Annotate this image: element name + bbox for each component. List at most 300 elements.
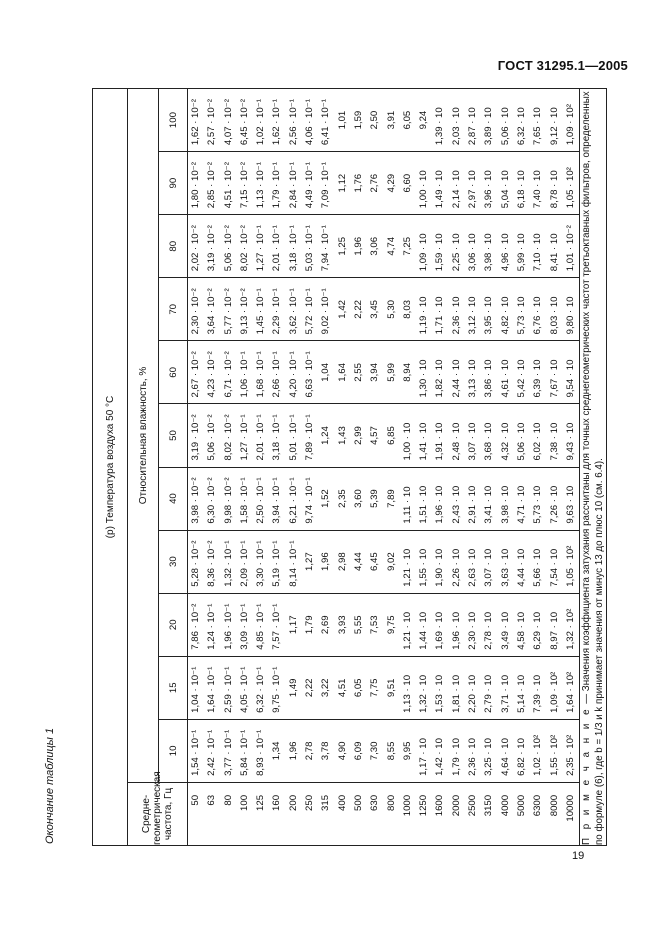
table-cell: 1,21 · 10	[401, 611, 413, 650]
table-cell: 6,32 · 10⁻¹	[255, 666, 267, 713]
value-list	[188, 720, 579, 782]
table-cell: 1,76	[352, 173, 364, 193]
table-cell: 2,26 · 10	[450, 548, 462, 587]
table-cell: 8,94	[401, 363, 413, 382]
table-cell: 1,05 · 10²	[564, 167, 576, 209]
table-body-row	[188, 89, 580, 846]
frequency-cell	[188, 782, 580, 845]
table-cell: 1,09 · 10²	[564, 104, 576, 146]
table-cell: 2,01 · 10⁻¹	[271, 225, 283, 272]
table-cell: 1,06 · 10⁻¹	[238, 351, 250, 398]
table-cell: 2,36 · 10	[450, 296, 462, 335]
table-cell: 4,49 · 10⁻¹	[304, 162, 316, 209]
value-list	[188, 152, 579, 214]
table-cell: 1,69 · 10	[434, 611, 446, 650]
table-cell: 1,44 · 10	[418, 611, 430, 650]
humidity-header-20: 20	[159, 593, 188, 656]
table-cell: 3,91	[385, 110, 397, 130]
table-cell: 2,78 · 10	[483, 611, 495, 650]
table-cell: 4,71 · 10	[515, 485, 527, 524]
table-cell: 2,35 · 10²	[564, 734, 576, 776]
table-cell: 4,90	[336, 741, 348, 761]
table-cell: 7,89	[385, 489, 397, 508]
table-cell: 4,57	[369, 426, 381, 445]
table-note	[580, 89, 607, 846]
table-title: (р) Температура воздуха 50 °С	[93, 89, 128, 846]
table-cell: 1,62 · 10⁻¹	[271, 99, 283, 146]
table-cell: 1,49 · 10	[434, 170, 446, 209]
table-cell: 2,02 · 10⁻²	[190, 225, 201, 272]
table-cell: 2,63 · 10	[467, 548, 479, 587]
table-cell: 1,53 · 10	[434, 674, 446, 713]
table-cell: 6,71 · 10⁻²	[222, 351, 234, 398]
table-cell: 3,60	[352, 489, 364, 508]
table-cell: 7,30	[369, 741, 381, 761]
frequency-value: 80	[222, 794, 234, 806]
table-cell: 1,81 · 10	[450, 674, 462, 713]
table-cell: 1,19 · 10	[418, 296, 430, 335]
humidity-column-30	[188, 530, 580, 593]
attenuation-table	[92, 88, 607, 846]
table-cell: 6,32 · 10	[515, 107, 527, 146]
table-cell: 1,25	[336, 236, 348, 256]
table-cell: 5,55	[352, 615, 364, 635]
table-cell: 7,89 · 10⁻¹	[304, 414, 316, 461]
table-cell: 1,64 · 10⁻¹	[206, 666, 218, 713]
table-cell: 9,54 · 10	[564, 359, 576, 398]
table-cell: 5,77 · 10⁻²	[222, 288, 234, 335]
table-cell: 9,24	[418, 110, 430, 130]
table-cell: 6,41 · 10⁻¹	[320, 99, 332, 146]
table-cell: 9,95	[401, 741, 413, 761]
table-cell: 4,85 · 10⁻¹	[255, 603, 267, 650]
table-cell: 8,93 · 10⁻¹	[255, 729, 267, 776]
table-cell: 3,22	[320, 678, 332, 698]
frequency-value: 100	[238, 794, 250, 811]
table-cell: 6,21 · 10⁻¹	[287, 477, 299, 524]
table-cell: 6,45	[369, 552, 381, 571]
table-cell: 4,82 · 10	[499, 296, 511, 335]
table-cell: 2,30 · 10	[467, 611, 479, 650]
table-cell: 7,75	[369, 678, 381, 698]
table-cell: 9,63 · 10	[564, 485, 576, 524]
humidity-column-60	[188, 341, 580, 404]
table-cell: 2,76	[369, 173, 381, 193]
table-cell: 4,51	[336, 678, 348, 698]
table-cell: 1,27 · 10⁻¹	[255, 225, 267, 272]
table-cell: 1,17 · 10	[418, 738, 430, 776]
table-cell: 5,99	[385, 363, 397, 382]
frequency-value: 400	[336, 794, 348, 811]
frequency-value: 1600	[434, 794, 446, 817]
table-cell: 1,96 · 10⁻¹	[222, 603, 234, 650]
table-cell: 4,51 · 10⁻²	[222, 162, 234, 209]
table-cell: 6,60	[401, 173, 413, 193]
table-cell: 5,84 · 10⁻¹	[238, 729, 250, 776]
frequency-value: 500	[352, 794, 364, 811]
frequency-value: 8000	[548, 794, 560, 817]
frequency-value: 125	[255, 794, 267, 811]
table-cell: 8,02 · 10⁻²	[238, 225, 250, 272]
table-cell: 3,18 · 10⁻¹	[271, 414, 283, 461]
frequency-list	[188, 783, 579, 845]
frequency-value: 1000	[401, 794, 413, 817]
table-cell: 7,26 · 10	[548, 485, 560, 524]
frequency-value: 1250	[418, 794, 430, 817]
table-cell: 1,30 · 10	[418, 359, 430, 398]
table-cell: 1,96	[352, 236, 364, 256]
table-cell: 1,02 · 10⁻¹	[255, 99, 267, 146]
table-cell: 5,06 · 10⁻²	[222, 225, 234, 272]
value-list	[188, 594, 579, 656]
table-cell: 5,39	[369, 489, 381, 508]
value-list	[188, 404, 579, 466]
table-cell: 6,85	[385, 426, 397, 445]
table-cell: 8,78 · 10	[548, 170, 560, 209]
table-cell: 5,99 · 10	[515, 233, 527, 272]
table-cell: 7,94 · 10⁻¹	[320, 225, 332, 272]
table-cell: 1,39 · 10	[434, 107, 446, 146]
table-cell: 1,79 · 10⁻¹	[271, 162, 283, 209]
table-cell: 6,63 · 10⁻¹	[304, 351, 316, 398]
table-cell: 7,86 · 10⁻²	[190, 603, 201, 650]
table-cell: 1,96 · 10	[434, 485, 446, 524]
table-cell: 1,13 · 10	[401, 674, 413, 713]
table-cell: 5,06 · 10	[499, 107, 511, 146]
humidity-header-100: 100	[159, 89, 188, 152]
table-cell: 1,09 · 10²	[548, 671, 560, 713]
table-cell: 2,87 · 10	[467, 107, 479, 146]
table-cell: 2,50	[369, 110, 381, 130]
table-cell: 6,05	[401, 110, 413, 130]
table-cell: 1,12	[336, 173, 348, 193]
table-cell: 3,71 · 10	[499, 674, 511, 713]
table-cell: 3,96 · 10	[483, 170, 495, 209]
table-cell: 5,42 · 10	[515, 359, 527, 398]
table-cell: 3,49 · 10	[499, 611, 511, 650]
table-cell: 3,19 · 10⁻²	[206, 225, 218, 272]
table-cell: 2,55	[352, 363, 364, 382]
table-cell: 7,10 · 10	[532, 233, 544, 272]
table-cell: 1,55 · 10	[418, 548, 430, 587]
table-cell: 4,58 · 10	[515, 611, 527, 650]
frequency-value: 250	[304, 794, 316, 811]
table-cell: 2,22	[304, 678, 316, 698]
table-cell: 8,02 · 10⁻²	[222, 414, 234, 461]
table-cell: 9,12 · 10	[548, 107, 560, 146]
table-cell: 2,36 · 10	[467, 738, 479, 776]
table-cell: 7,15 · 10⁻²	[238, 162, 250, 209]
table-cell: 2,44 · 10	[450, 359, 462, 398]
table-cell: 7,54 · 10	[548, 548, 560, 587]
frequency-value: 63	[206, 794, 218, 806]
table-cell: 2,35	[336, 489, 348, 508]
table-cell: 5,28 · 10⁻²	[190, 540, 201, 587]
table-cell: 2,09 · 10⁻¹	[238, 540, 250, 587]
table-cell: 8,97 · 10	[548, 611, 560, 650]
table-cell: 4,05 · 10⁻¹	[238, 666, 250, 713]
frequency-value: 315	[320, 794, 332, 811]
table-cell: 1,64	[336, 363, 348, 382]
frequency-value: 6300	[532, 794, 544, 817]
table-cell: 2,84 · 10⁻¹	[287, 162, 299, 209]
frequency-value: 160	[271, 794, 283, 811]
table-cell: 1,11 · 10	[401, 486, 413, 524]
table-cell: 2,01 · 10⁻¹	[255, 414, 267, 461]
table-cell: 3,98 · 10⁻²	[190, 477, 201, 524]
table-cell: 2,78	[304, 741, 316, 761]
table-cell: 4,23 · 10⁻²	[206, 351, 218, 398]
humidity-column-90	[188, 152, 580, 215]
table-cell: 3,41 · 10	[483, 485, 495, 524]
table-cell: 1,55 · 10²	[548, 734, 560, 776]
note-label: П р и м е ч а н и е	[581, 706, 593, 845]
table-cell: 1,34	[271, 741, 283, 761]
table-cell: 1,68 · 10⁻¹	[255, 351, 267, 398]
table-cell: 3,98 · 10	[499, 485, 511, 524]
table-cell: 1,01	[336, 110, 348, 130]
humidity-header-row	[159, 89, 188, 846]
table-cell: 3,89 · 10	[483, 107, 495, 146]
table-cell: 4,07 · 10⁻²	[222, 99, 234, 146]
table-cell: 5,06 · 10	[515, 422, 527, 461]
table-cell: 8,03	[401, 300, 413, 319]
table-cell: 3,63 · 10	[499, 548, 511, 587]
table-cell: 5,19 · 10⁻¹	[271, 540, 283, 587]
table-cell: 3,45	[369, 300, 381, 319]
table-cell: 6,05	[352, 678, 364, 698]
table-cell: 1,79 · 10	[450, 738, 462, 776]
value-list	[188, 89, 579, 151]
table-cell: 1,52	[320, 489, 332, 508]
table-cell: 2,30 · 10⁻²	[190, 288, 201, 335]
frequency-value: 2500	[467, 794, 479, 817]
table-cell: 1,01 · 10⁻²	[564, 225, 576, 272]
table-cell: 9,02 · 10⁻¹	[320, 288, 332, 335]
humidity-header-10: 10	[159, 719, 188, 782]
table-cell: 1,32 · 10²	[564, 608, 576, 650]
table-cell: 2,43 · 10	[450, 485, 462, 524]
table-cell: 1,79	[304, 615, 316, 635]
table-cell: 7,38 · 10	[548, 422, 560, 461]
table-cell: 1,90 · 10	[434, 548, 446, 587]
table-cell: 3,07 · 10	[467, 422, 479, 461]
table-cell: 7,65 · 10	[532, 107, 544, 146]
table-cell: 2,29 · 10⁻¹	[271, 288, 283, 335]
table-cell: 1,62 · 10⁻²	[190, 99, 201, 146]
humidity-header-30: 30	[159, 530, 188, 593]
value-list	[188, 215, 579, 277]
table-cell: 2,98	[336, 552, 348, 571]
table-cell: 3,18 · 10⁻¹	[287, 225, 299, 272]
table-cell: 3,94 · 10⁻¹	[271, 477, 283, 524]
humidity-header-80: 80	[159, 215, 188, 278]
table-cell: 1,32 · 10⁻¹	[222, 540, 234, 587]
value-list	[188, 531, 579, 593]
table-cell: 1,24 · 10⁻¹	[206, 603, 218, 650]
table-cell: 1,59	[352, 110, 364, 130]
table-cell: 1,05 · 10²	[564, 545, 576, 587]
table-cell: 2,99	[352, 426, 364, 445]
table-cell: 5,03 · 10⁻¹	[304, 225, 316, 272]
table-cell: 4,20 · 10⁻¹	[287, 351, 299, 398]
humidity-column-70	[188, 278, 580, 341]
table-cell: 7,09 · 10⁻¹	[320, 162, 332, 209]
table-cell: 2,42 · 10⁻¹	[206, 729, 218, 776]
table-cell: 1,41 · 10	[418, 422, 430, 461]
table-cell: 9,80 · 10	[564, 296, 576, 335]
table-cell: 1,04 · 10⁻¹	[190, 666, 201, 713]
table-cell: 1,27 · 10⁻¹	[238, 414, 250, 461]
table-cell: 3,93	[336, 615, 348, 635]
table-cell: 1,91 · 10	[434, 422, 446, 461]
table-cell: 7,39 · 10	[532, 674, 544, 713]
table-cell: 8,14 · 10⁻¹	[287, 540, 299, 587]
table-cell: 2,20 · 10	[467, 674, 479, 713]
table-cell: 3,07 · 10	[483, 548, 495, 587]
table-cell: 8,36 · 10⁻²	[206, 540, 218, 587]
table-cell: 4,61 · 10	[499, 359, 511, 398]
table-cell: 6,45 · 10⁻²	[238, 99, 250, 146]
frequency-value: 800	[385, 794, 397, 811]
table-cell: 5,06 · 10⁻²	[206, 414, 218, 461]
table-cell: 1,45 · 10⁻¹	[255, 288, 267, 335]
table-cell: 5,14 · 10	[515, 674, 527, 713]
table-cell: 1,00 · 10	[418, 170, 430, 209]
table-cell: 3,98 · 10	[483, 233, 495, 272]
table-cell: 1,82 · 10	[434, 359, 446, 398]
table-cell: 3,77 · 10⁻¹	[222, 729, 234, 776]
table-cell: 1,80 · 10⁻²	[190, 162, 201, 209]
table-cell: 3,62 · 10⁻¹	[287, 288, 299, 335]
table-cell: 1,13 · 10⁻¹	[255, 162, 267, 209]
frequency-value: 50	[190, 794, 201, 806]
table-cell: 2,97 · 10	[467, 170, 479, 209]
document-standard-header: ГОСТ 31295.1—2005	[497, 58, 628, 73]
table-cell: 2,85 · 10⁻²	[206, 162, 218, 209]
table-cell: 8,03 · 10	[548, 296, 560, 335]
table-cell: 1,04	[320, 363, 332, 382]
table-cell: 1,51 · 10	[418, 485, 430, 524]
humidity-column-15	[188, 656, 580, 719]
table-cell: 7,25	[401, 236, 413, 256]
humidity-column-80	[188, 215, 580, 278]
table-cell: 7,53	[369, 615, 381, 635]
table-cell: 4,74	[385, 236, 397, 256]
note-text: — Значения коэффициента затухания рассчитаны для точных среднегеометрических частот третьоктавных фильтров, определенных по формуле (6), где b = 1/3 и k принимает значения от минус 13 до плюс 10 (см. 6.4).	[581, 91, 606, 845]
page-number: 19	[572, 850, 585, 862]
table-cell: 9,74 · 10⁻¹	[304, 477, 316, 524]
frequency-column-header: Средне-геометрическая частота, Гц	[128, 782, 188, 845]
humidity-header-50: 50	[159, 404, 188, 467]
table-cell: 4,44 · 10	[515, 548, 527, 587]
table-cell: 1,00 · 10	[401, 422, 413, 461]
humidity-header-90: 90	[159, 152, 188, 215]
table-cell: 4,64 · 10	[499, 738, 511, 776]
table-cell: 1,42	[336, 300, 348, 319]
table-cell: 9,02	[385, 552, 397, 571]
table-cell: 3,19 · 10⁻²	[190, 414, 201, 461]
table-cell: 2,50 · 10⁻¹	[255, 477, 267, 524]
table-cell: 3,68 · 10	[483, 422, 495, 461]
table-cell: 3,25 · 10	[483, 738, 495, 776]
humidity-column-10	[188, 719, 580, 782]
table-cell: 4,32 · 10	[499, 422, 511, 461]
table-cell: 9,43 · 10	[564, 422, 576, 461]
frequency-value: 2000	[450, 794, 462, 817]
table-cell: 9,51	[385, 678, 397, 698]
table-cell: 3,13 · 10	[467, 359, 479, 398]
table-cell: 2,25 · 10	[450, 233, 462, 272]
table-cell: 8,41 · 10	[548, 233, 560, 272]
frequency-value: 10000	[564, 794, 576, 822]
frequency-value: 4000	[499, 794, 511, 817]
table-cell: 6,76 · 10	[532, 296, 544, 335]
humidity-header-60: 60	[159, 341, 188, 404]
value-list	[188, 657, 579, 719]
value-list	[188, 278, 579, 340]
humidity-header-70: 70	[159, 278, 188, 341]
table-cell: 5,30	[385, 300, 397, 319]
humidity-column-100	[188, 89, 580, 152]
humidity-column-50	[188, 404, 580, 467]
table-cell: 6,39 · 10	[532, 359, 544, 398]
table-cell: 1,21 · 10	[401, 548, 413, 587]
table-cell: 2,56 · 10⁻¹	[287, 99, 299, 146]
table-cell: 1,49	[287, 678, 299, 698]
table-cell: 3,78	[320, 741, 332, 761]
table-cell: 2,69	[320, 615, 332, 635]
table-cell: 9,13 · 10⁻²	[238, 288, 250, 335]
table-cell: 6,82 · 10	[515, 738, 527, 776]
frequency-value: 3150	[483, 794, 495, 817]
table-cell: 1,54 · 10⁻¹	[190, 729, 201, 776]
table-caption: Окончание таблицы 1	[44, 727, 56, 844]
table-cell: 8,55	[385, 741, 397, 761]
humidity-group-header: Относительная влажность, %	[128, 89, 159, 783]
table-cell: 7,57 · 10⁻¹	[271, 603, 283, 650]
table-cell: 1,59 · 10	[434, 233, 446, 272]
table-cell: 2,22	[352, 300, 364, 319]
table-cell: 9,75	[385, 615, 397, 635]
table-cell: 3,12 · 10	[467, 296, 479, 335]
table-cell: 1,43	[336, 426, 348, 445]
table-cell: 1,42 · 10	[434, 738, 446, 776]
table-cell: 1,58 · 10⁻¹	[238, 477, 250, 524]
table-cell: 6,30 · 10⁻²	[206, 477, 218, 524]
frequency-value: 630	[369, 794, 381, 811]
table-cell: 4,29	[385, 173, 397, 193]
table-cell: 1,64 · 10²	[564, 671, 576, 713]
table-cell: 9,75 · 10⁻¹	[271, 666, 283, 713]
table-cell: 5,73 · 10	[532, 485, 544, 524]
table-cell: 9,98 · 10⁻²	[222, 477, 234, 524]
table-cell: 2,57 · 10⁻²	[206, 99, 218, 146]
table-cell: 3,06	[369, 236, 381, 256]
table-cell: 5,73 · 10	[515, 296, 527, 335]
table-cell: 3,30 · 10⁻¹	[255, 540, 267, 587]
table-cell: 2,14 · 10	[450, 170, 462, 209]
table-cell: 2,59 · 10⁻¹	[222, 666, 234, 713]
table-cell: 1,96	[287, 741, 299, 761]
table-cell: 7,67 · 10	[548, 359, 560, 398]
table-cell: 1,27	[304, 552, 316, 571]
table-cell: 6,18 · 10	[515, 170, 527, 209]
table-cell: 2,66 · 10⁻¹	[271, 351, 283, 398]
table-cell: 2,48 · 10	[450, 422, 462, 461]
table-cell: 5,01 · 10⁻¹	[287, 414, 299, 461]
table-cell: 3,64 · 10⁻²	[206, 288, 218, 335]
